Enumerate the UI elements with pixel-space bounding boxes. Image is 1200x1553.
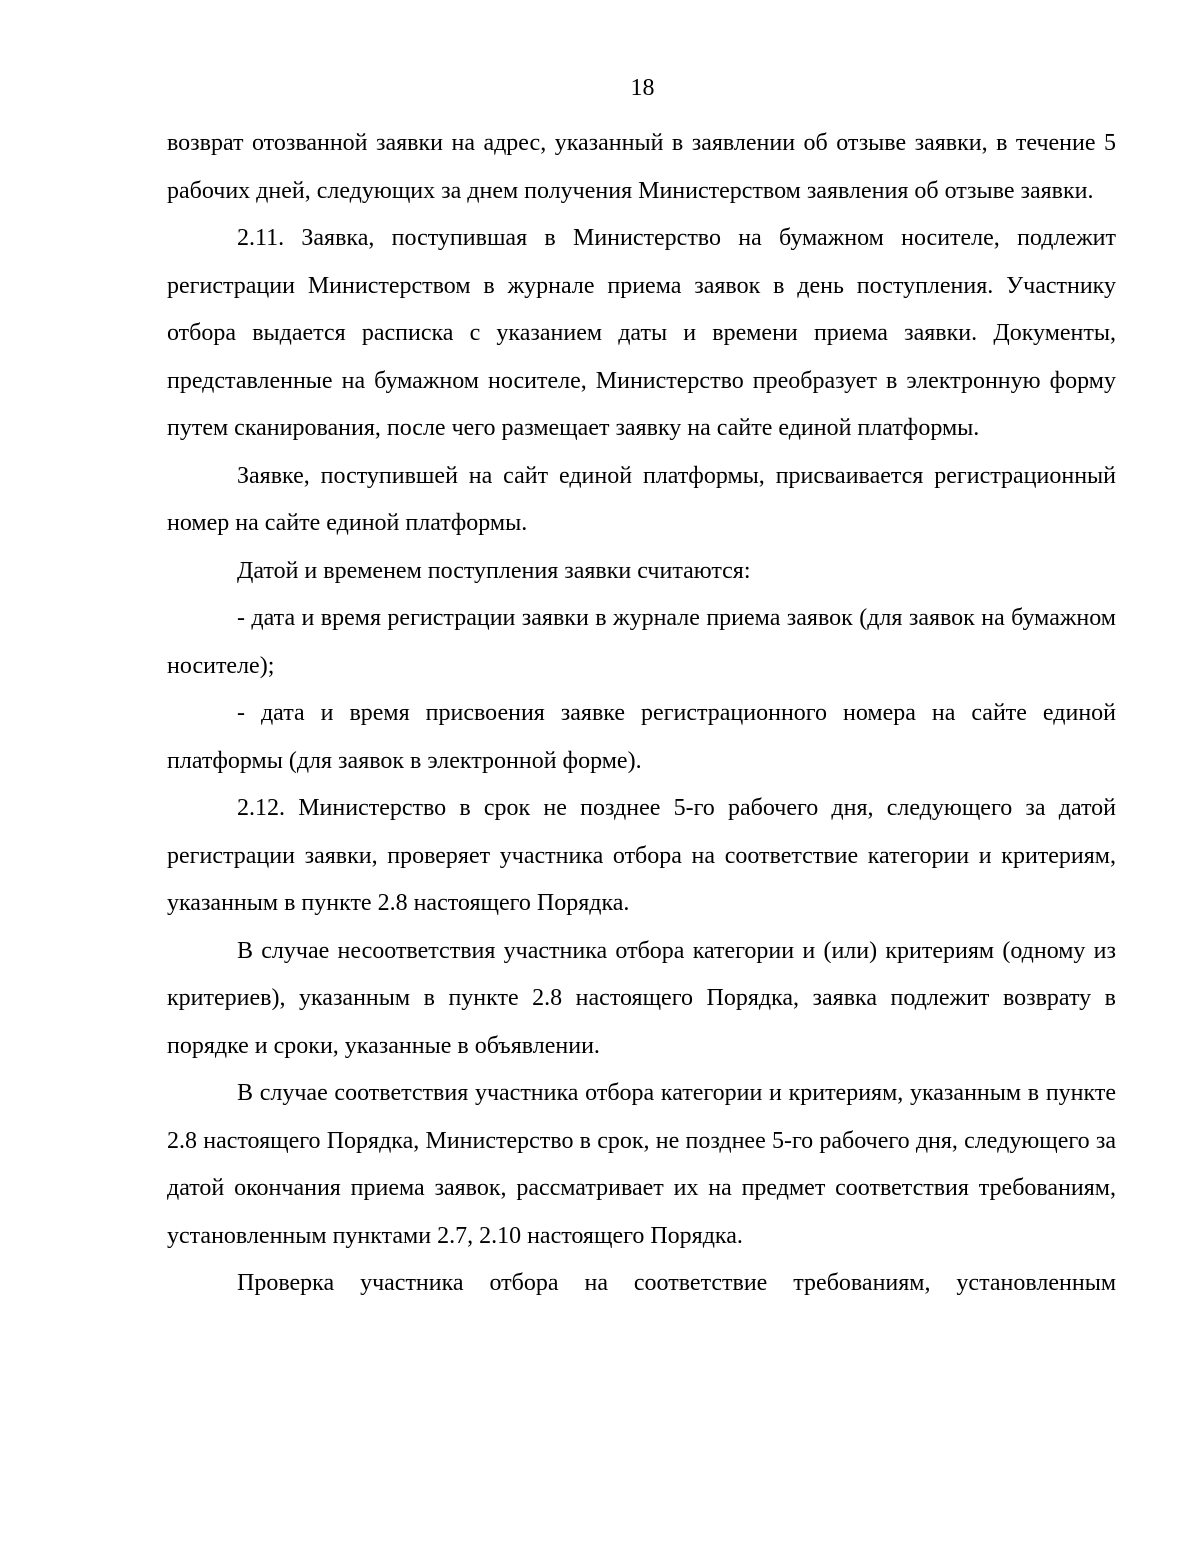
paragraph-date-time-intro: Датой и временем поступления заявки считаются: [237, 557, 751, 584]
list-item-electronic-applications: - дата и время присвоения заявке регистрационного номера на сайте единой платформы (для заявок в электронной форме). [167, 700, 1116, 774]
list-item-paper-applications: - дата и время регистрации заявки в журнале приема заявок (для заявок на бумажном носителе); [167, 605, 1116, 679]
paragraph-2-12: 2.12. Министерство в срок не позднее 5-го рабочего дня, следующего за датой регистрации заявки, проверяет участника отбора на соответствие категории и критериям, указанным в пункте 2.8 настоящего Порядка. [167, 795, 1116, 916]
paragraph-return-of-withdrawn-application: возврат отозванной заявки на адрес, указанный в заявлении об отзыве заявки, в течение 5 рабочих дней, следующих за днем получения Министерством заявления об отзыве заявки. [167, 130, 1116, 204]
paragraph-compliance: В случае соответствия участника отбора категории и критериям, указанным в пункте 2.8 настоящего Порядка, Министерство в срок, не позднее 5-го рабочего дня, следующего за датой окончания приема заявок, рассматривает их на предмет соответствия требованиям, установленным пунктами 2.7, 2.10 настоящего Порядка. [167, 1080, 1116, 1249]
paragraph-noncompliance: В случае несоответствия участника отбора категории и (или) критериям (одному из критериев), указанным в пункте 2.8 настоящего Порядка, заявка подлежит возврату в порядке и сроки, указанные в объявлении. [167, 937, 1116, 1059]
page-number: 18 [630, 75, 655, 101]
document-body [167, 120, 1116, 1308]
paragraph-registration-number: Заявке, поступившей на сайт единой платформы, присваивается регистрационный номер на сайте единой платформы. [167, 462, 1116, 536]
paragraph-verification-continued: Проверка участника отбора на соответствие требованиям, установленным [237, 1270, 1116, 1296]
paragraph-2-11: 2.11. Заявка, поступившая в Министерство на бумажном носителе, подлежит регистрации Министерством в журнале приема заявок в день поступления. Участнику отбора выдается расписка с указанием даты и времени приема заявки. Документы, представленные на бумажном носителе, Министерство преобразует в электронную форму путем сканирования, после чего размещает заявку на сайте единой платформы. [167, 225, 1116, 441]
